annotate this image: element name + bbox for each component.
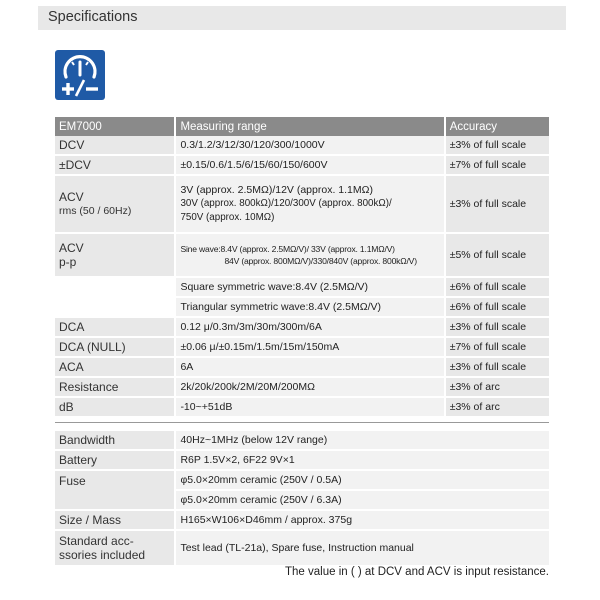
row-label: dB bbox=[55, 398, 174, 418]
row-label: DCA bbox=[55, 318, 174, 338]
title-bar bbox=[38, 6, 566, 30]
row-accuracy: ±3% of full scale bbox=[444, 176, 549, 234]
row-range: ±0.06 μ/±0.15m/1.5m/15m/150mA bbox=[174, 338, 443, 358]
row-label bbox=[55, 531, 174, 567]
multimeter-logo-icon bbox=[55, 50, 105, 100]
footnote: The value in ( ) at DCV and ACV is input resistance. bbox=[285, 566, 549, 578]
row-label: DCV bbox=[55, 136, 174, 156]
table-header bbox=[55, 117, 549, 136]
row-label: Fuse bbox=[55, 471, 174, 511]
table-row bbox=[55, 531, 549, 567]
table-row bbox=[55, 358, 549, 378]
table-row bbox=[55, 156, 549, 176]
specifications-table bbox=[55, 117, 549, 567]
row-value: H165×W106×D46mm / approx. 375g bbox=[174, 511, 549, 531]
table-row bbox=[55, 298, 549, 318]
table-row bbox=[55, 318, 549, 338]
row-range: 0.3/1.2/3/12/30/120/300/1000V bbox=[174, 136, 443, 156]
row-accuracy: ±3% of arc bbox=[444, 378, 549, 398]
row-value: Test lead (TL-21a), Spare fuse, Instruction manual bbox=[174, 531, 549, 567]
header-accuracy: Accuracy bbox=[444, 117, 549, 136]
header-model: EM7000 bbox=[55, 117, 174, 136]
row-label bbox=[55, 298, 174, 318]
row-label-line: ssories included bbox=[59, 548, 146, 562]
table-row bbox=[55, 511, 549, 531]
table-row bbox=[55, 378, 549, 398]
row-value: 40Hz~1MHz (below 12V range) bbox=[174, 431, 549, 451]
row-label bbox=[55, 176, 174, 234]
row-range-line: 84V (approx. 800MΩ/V)/330/840V (approx. 800kΩ/V) bbox=[224, 256, 417, 266]
row-label bbox=[55, 278, 174, 298]
row-range: Triangular symmetric wave:8.4V (2.5MΩ/V) bbox=[174, 298, 443, 318]
row-label: ACA bbox=[55, 358, 174, 378]
row-label: Resistance bbox=[55, 378, 174, 398]
row-label: ±DCV bbox=[55, 156, 174, 176]
row-range: -10~+51dB bbox=[174, 398, 443, 418]
row-label: Size / Mass bbox=[55, 511, 174, 531]
row-range-line: 750V (approx. 10MΩ) bbox=[180, 212, 275, 223]
row-range bbox=[174, 176, 443, 234]
row-label-line: ACV bbox=[59, 190, 84, 204]
row-range-line: 30V (approx. 800kΩ)/120/300V (approx. 800kΩ)/ bbox=[180, 198, 392, 209]
section-spacer bbox=[55, 423, 549, 431]
row-label: Bandwidth bbox=[55, 431, 174, 451]
table-row bbox=[55, 234, 549, 278]
row-label-line: Standard acc- bbox=[59, 534, 134, 548]
table-row bbox=[55, 136, 549, 156]
table-row bbox=[55, 398, 549, 418]
row-label: DCA (NULL) bbox=[55, 338, 174, 358]
row-accuracy: ±7% of full scale bbox=[444, 338, 549, 358]
table-row bbox=[55, 471, 549, 491]
row-range-line: Sine wave:8.4V (approx. 2.5MΩ/V)/ 33V (approx. 1.1MΩ/V) bbox=[180, 244, 395, 254]
row-accuracy: ±3% of full scale bbox=[444, 136, 549, 156]
row-range bbox=[174, 234, 443, 278]
table-row bbox=[55, 338, 549, 358]
row-range-line: 3V (approx. 2.5MΩ)/12V (approx. 1.1MΩ) bbox=[180, 184, 373, 196]
row-label bbox=[55, 234, 174, 278]
row-value: φ5.0×20mm ceramic (250V / 0.5A) bbox=[174, 471, 549, 491]
row-range: Square symmetric wave:8.4V (2.5MΩ/V) bbox=[174, 278, 443, 298]
table-row bbox=[55, 451, 549, 471]
row-accuracy: ±3% of full scale bbox=[444, 318, 549, 338]
row-range: 2k/20k/200k/2M/20M/200MΩ bbox=[174, 378, 443, 398]
header-range: Measuring range bbox=[174, 117, 443, 136]
row-accuracy: ±7% of full scale bbox=[444, 156, 549, 176]
row-accuracy: ±3% of arc bbox=[444, 398, 549, 418]
row-label-line: rms (50 / 60Hz) bbox=[59, 205, 132, 217]
row-accuracy: ±5% of full scale bbox=[444, 234, 549, 278]
row-value: R6P 1.5V×2, 6F22 9V×1 bbox=[174, 451, 549, 471]
row-label-line: p-p bbox=[59, 255, 77, 269]
row-accuracy: ±6% of full scale bbox=[444, 278, 549, 298]
row-label-line: ACV bbox=[59, 241, 84, 255]
row-value: φ5.0×20mm ceramic (250V / 6.3A) bbox=[174, 491, 549, 511]
table-row bbox=[55, 278, 549, 298]
row-accuracy: ±3% of full scale bbox=[444, 358, 549, 378]
table-row bbox=[55, 431, 549, 451]
row-range: ±0.15/0.6/1.5/6/15/60/150/600V bbox=[174, 156, 443, 176]
row-accuracy: ±6% of full scale bbox=[444, 298, 549, 318]
row-range: 6A bbox=[174, 358, 443, 378]
page-title: Specifications bbox=[48, 9, 138, 25]
table-row bbox=[55, 176, 549, 234]
row-label: Battery bbox=[55, 451, 174, 471]
row-range: 0.12 μ/0.3m/3m/30m/300m/6A bbox=[174, 318, 443, 338]
